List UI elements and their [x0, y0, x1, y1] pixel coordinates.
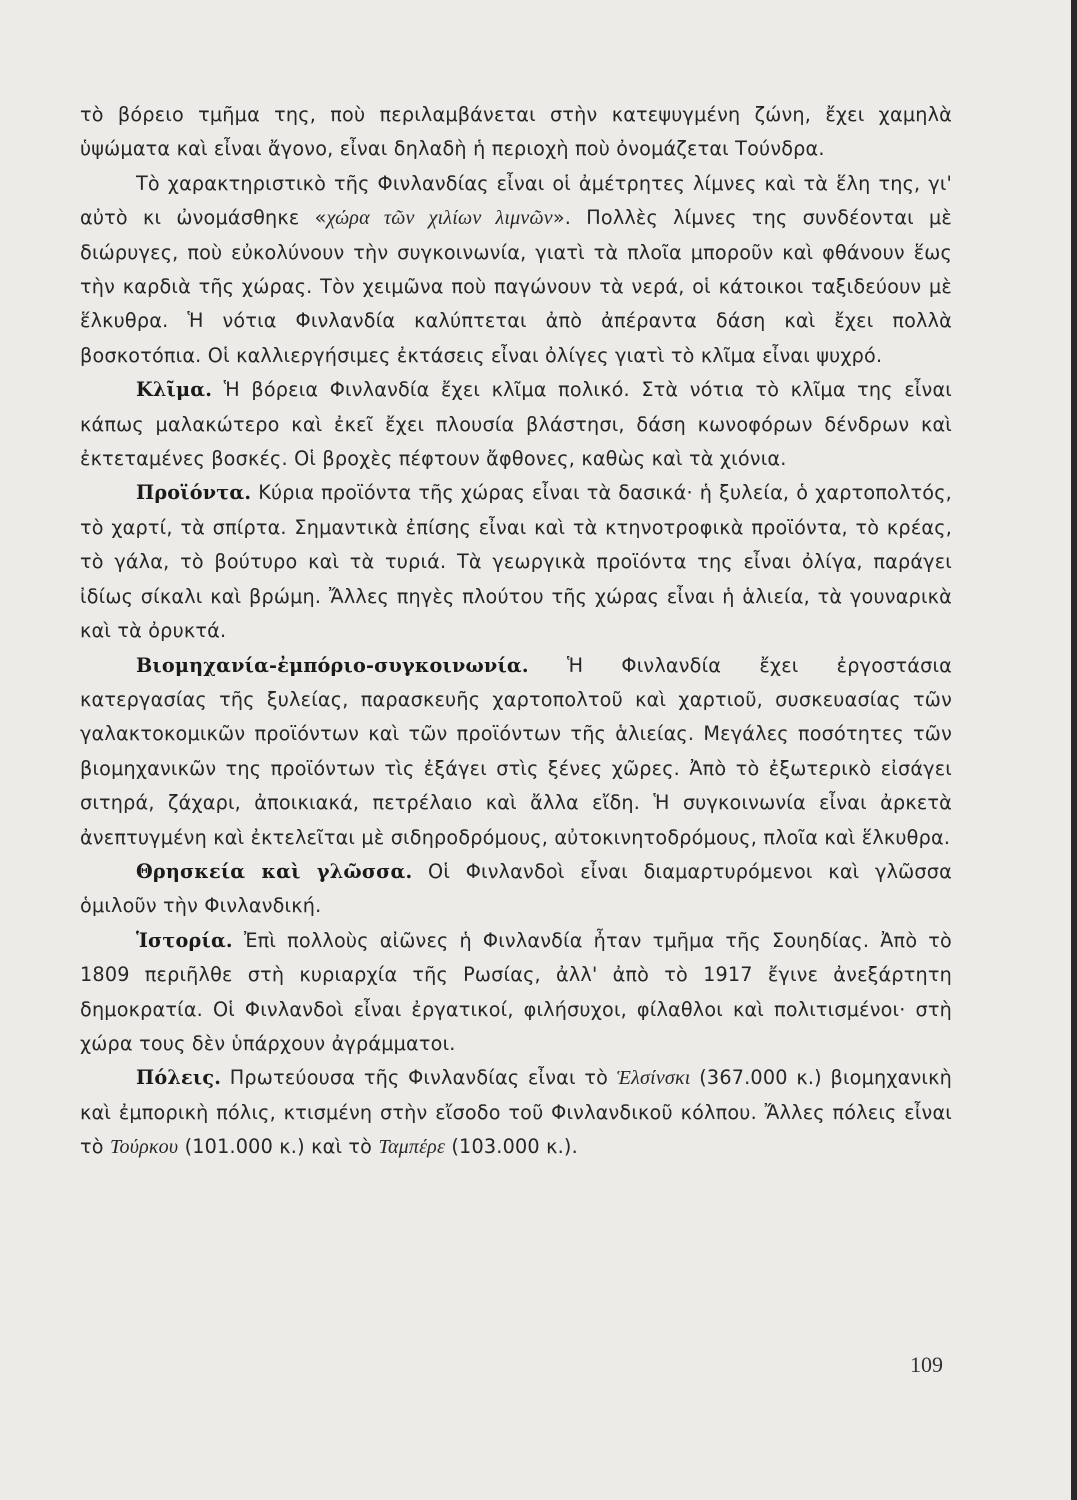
city-tampere: Ταμπέρε — [378, 1136, 446, 1159]
cities-text-b: (367.000 κ.) βιομηχανικὴ καὶ ἐμπορικὴ πόλις, κτισμένη στὴν εἴσοδο τοῦ Φινλανδικοῦ κόλπου. Ἄλλες πόλεις εἶναι τὸ — [80, 1066, 952, 1159]
paragraph-products — [80, 476, 952, 648]
climate-text: Ἡ βόρεια Φινλανδία ἔχει κλῖμα πολικό. Στὰ νότια τὸ κλῖμα της εἶναι κάπως μαλακώτερο καὶ ἐκεῖ ἔχει πλουσία βλάστησι, δάση κωνοφόρων δένδρων καὶ ἐκτεταμένες βοσκές. Οἱ βροχὲς πέφτουν ἄφθονες, καθὼς καὶ τὰ χιόνια. — [80, 378, 952, 471]
products-text: Κύρια προϊόντα τῆς χώρας εἶναι τὰ δασικά· ἡ ξυλεία, ὁ χαρτοπολτός, τὸ χαρτί, τὰ σπίρτα. Σημαντικὰ ἐπίσης εἶναι καὶ τὰ κτηνοτροφικὰ προϊόντα, τὸ κρέας, τὸ γάλα, τὸ βούτυρο καὶ τὰ τυριά. Τὰ γεωργικὰ προϊόντα της εἶναι ὀλίγα, παράγει ἰδίως σίκαλι καὶ βρώμη. Ἄλλες πηγὲς πλούτου τῆς χώρας εἶναι ἡ ἁλιεία, τὰ γουναρικὰ καὶ τὰ ὀρυκτά. — [80, 481, 952, 643]
paragraph-climate — [80, 373, 952, 476]
page-number: 109 — [910, 1352, 943, 1377]
document-page — [80, 98, 952, 1165]
scan-edge — [1071, 0, 1077, 1500]
religion-text: Οἱ Φινλανδοὶ εἶναι διαμαρτυρόμενοι καὶ γλῶσσα ὁμιλοῦν τὴν Φινλανδική. — [80, 859, 952, 918]
heading-religion: Θρησκεία καὶ γλῶσσα. — [136, 859, 413, 883]
intro-text: τὸ βόρειο τμῆμα της, ποὺ περιλαμβάνεται στὴν κατεψυγμένη ζώνη, ἔχει χαμηλὰ ὑψώματα καὶ εἶναι ἄγονο, εἶναι δηλαδὴ ἡ περιοχὴ ποὺ ὀνομάζεται Τούνδρα. — [80, 103, 952, 161]
paragraph-intro — [80, 98, 952, 167]
paragraph-lakes — [80, 167, 952, 373]
paragraph-religion — [80, 855, 952, 924]
lakes-text-b: ». Πολλὲς λίμνες της συνδέονται μὲ διώρυγες, ποὺ εὐκολύνουν τὴν συγκοινωνία, γιατὶ τὰ πλοῖα μποροῦν καὶ φθάνουν ἕως τὴν καρδιὰ τῆς χώρας. Τὸν χειμῶνα ποὺ παγώνουν τὰ νερά, οἱ κάτοικοι ταξιδεύουν μὲ ἕλκυθρα. Ἡ νότια Φινλανδία καλύπτεται ἀπὸ ἀπέραντα δάση καὶ ἔχει πολλὰ βοσκοτόπια. Οἱ καλλιεργήσιμες ἐκτάσεις εἶναι ὀλίγες γιατὶ τὸ κλῖμα εἶναι ψυχρό. — [80, 206, 952, 367]
city-helsinki: Ἑλσίνσκι — [616, 1067, 691, 1090]
city-turku: Τούρκου — [110, 1136, 179, 1159]
cities-text-d: (103.000 κ.). — [445, 1135, 578, 1159]
paragraph-cities — [80, 1061, 952, 1164]
heading-products: Προϊόντα. — [136, 481, 252, 505]
cities-text-a: Πρωτεύουσα τῆς Φινλανδίας εἶναι τὸ — [221, 1066, 617, 1090]
heading-climate: Κλῖμα. — [136, 378, 213, 402]
cities-text-c: (101.000 κ.) καὶ τὸ — [178, 1135, 379, 1159]
lakes-italic: χώρα τῶν χιλίων λιμνῶν — [326, 207, 553, 230]
lakes-text-a: Τὸ χαρακτηριστικὸ τῆς Φινλανδίας εἶναι οἱ ἀμέτρητες λίμνες καὶ τὰ ἕλη της, γι' αὐτὸ κι ὠνομάσθηκε « — [80, 171, 952, 230]
paragraph-history — [80, 924, 952, 1062]
heading-history: Ἱστορία. — [136, 928, 233, 952]
heading-cities: Πόλεις. — [136, 1066, 222, 1090]
industry-text: Ἡ Φινλανδία ἔχει ἐργοστάσια κατεργασίας τῆς ξυλείας, παρασκευῆς χαρτοπολτοῦ καὶ χαρτιοῦ, συσκευασίας τῶν γαλακτοκομικῶν προϊόντων καὶ τῶν προϊόντων τῆς ἁλιείας. Μεγάλες ποσότητες τῶν βιομηχανικῶν της προϊόντων τὶς ἐξάγει στὶς ξένες χῶρες. Ἀπὸ τὸ ἐξωτερικὸ εἰσάγει σιτηρά, ζάχαρι, ἀποικιακά, πετρέλαιο καὶ ἄλλα εἴδη. Ἡ συγκοινωνία εἶναι ἀρκετὰ ἀνεπτυγμένη καὶ ἐκτελεῖται μὲ σιδηροδρόμους, αὐτοκινητοδρόμους, πλοῖα καὶ ἕλκυθρα. — [80, 653, 952, 849]
paragraph-industry — [80, 649, 952, 855]
heading-industry: Βιομηχανία-ἐμπόριο-συγκοινωνία. — [136, 653, 529, 677]
history-text: Ἐπὶ πολλοὺς αἰῶνες ἡ Φινλανδία ἦταν τμῆμα τῆς Σουηδίας. Ἀπὸ τὸ 1809 περιῆλθε στὴ κυριαρχία τῆς Ρωσίας, ἀλλ' ἀπὸ τὸ 1917 ἔγινε ἀνεξάρτητη δημοκρατία. Οἱ Φινλανδοὶ εἶναι ἐργατικοί, φιλήσυχοι, φίλαθλοι καὶ πολιτισμένοι· στὴ χώρα τους δὲν ὑπάρχουν ἀγράμματοι. — [80, 928, 952, 1055]
